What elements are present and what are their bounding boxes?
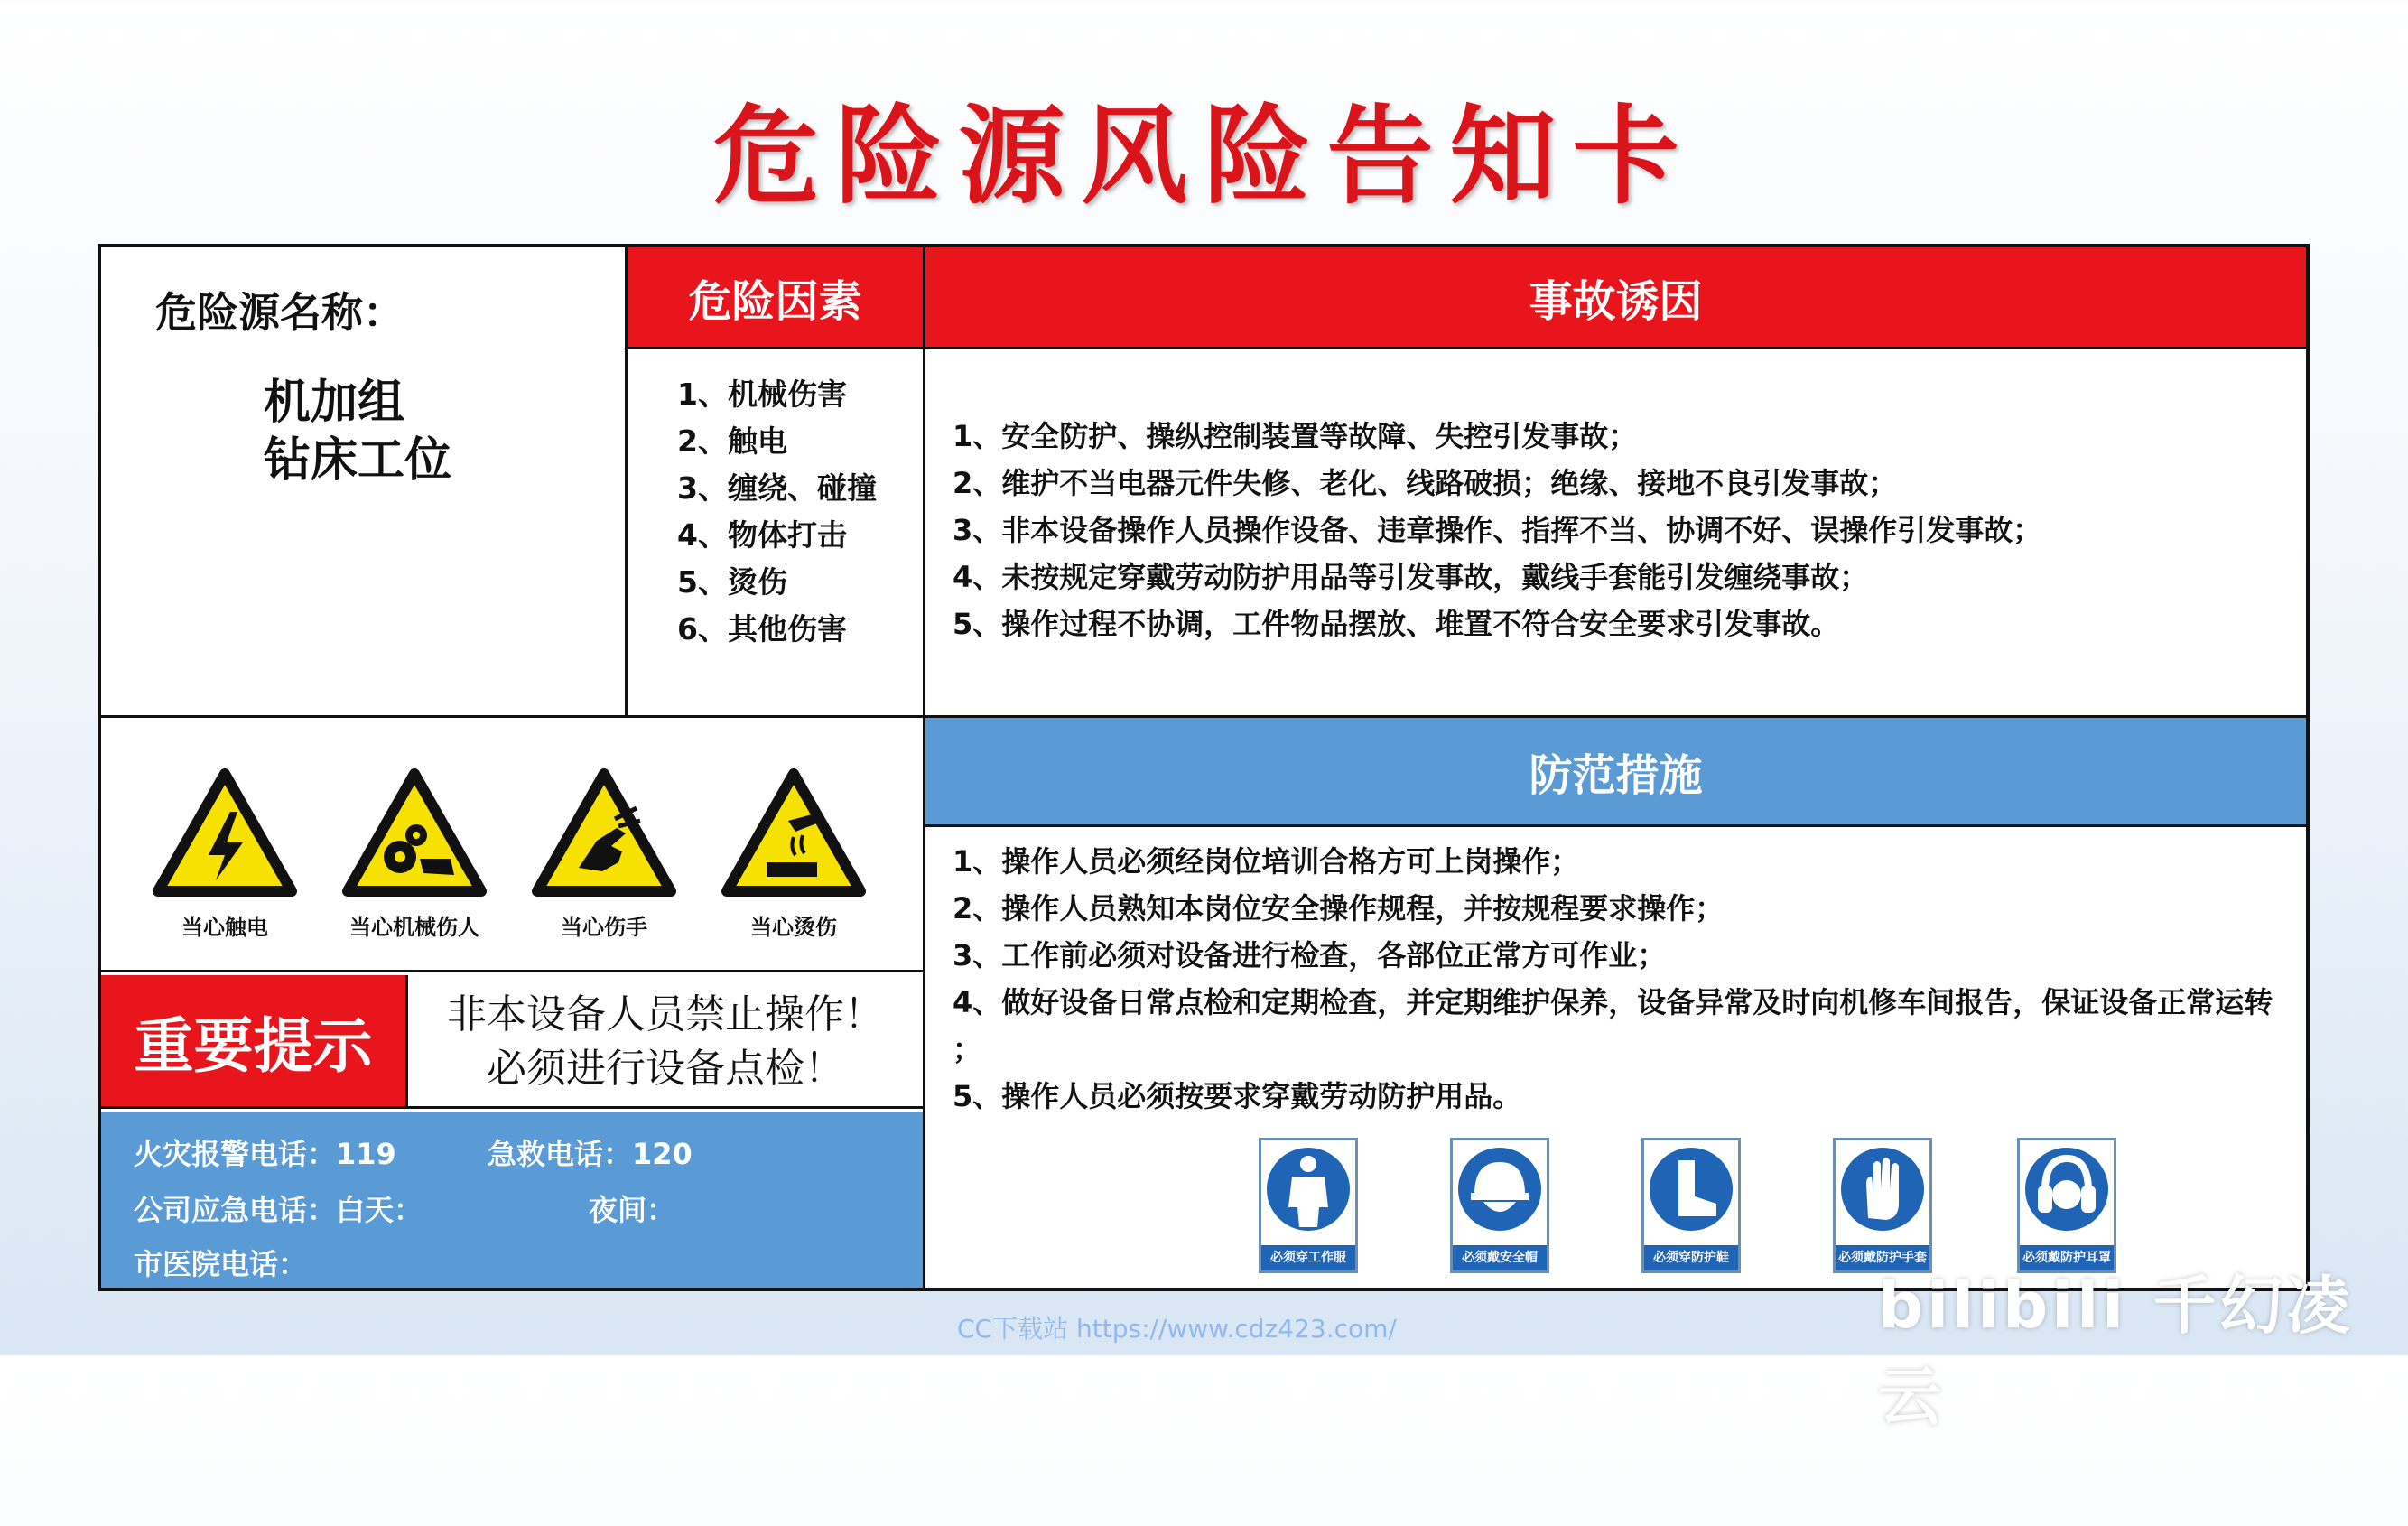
warning-signs-cell	[101, 718, 923, 972]
risk-card	[98, 244, 2310, 1291]
hospital-phone: 市医院电话：	[134, 1247, 308, 1281]
list-item: 2、触电	[677, 423, 787, 459]
warning-sign	[338, 768, 491, 941]
watermark: bilibili 千幻凌云	[1878, 1269, 2354, 1434]
list-item: 3、缠绕、碰撞	[677, 470, 877, 506]
list-item: 5、操作人员必须按要求穿戴劳动防护用品。	[953, 1079, 1522, 1113]
ppe-sign	[1641, 1138, 1741, 1273]
work-clothes-icon	[1261, 1140, 1355, 1240]
list-item: 3、工作前必须对设备进行检查，各部位正常方可作业；	[953, 938, 1667, 972]
accident-causes-cell	[923, 247, 2306, 715]
notice-text	[408, 975, 923, 1109]
protective-boots-icon	[1644, 1140, 1738, 1240]
page-title: 危险源风险告知卡	[712, 94, 1696, 219]
danger-factors-list	[628, 371, 923, 653]
ppe-sign	[1833, 1138, 1932, 1273]
machinery-injury-warning-icon	[342, 768, 487, 898]
ppe-sign	[2017, 1138, 2116, 1273]
warning-sign-caption: 当心烫伤	[750, 915, 837, 940]
warning-sign-caption: 当心伤手	[561, 915, 647, 940]
night-phone: 夜间：	[589, 1193, 676, 1227]
notice-label: 重要提示	[101, 975, 408, 1109]
list-item: 5、操作过程不协调，工件物品摆放、堆置不符合安全要求引发事故。	[953, 607, 1840, 641]
ambulance-phone: 急救电话：120	[488, 1137, 693, 1171]
notice-line1: 非本设备人员禁止操作！	[447, 991, 884, 1037]
measures-header: 防范措施	[925, 718, 2306, 827]
company-phone: 公司应急电话：白天：	[134, 1193, 423, 1227]
accident-causes-list	[925, 413, 2306, 647]
warning-sign-caption: 当心机械伤人	[349, 915, 479, 940]
list-item: 6、其他伤害	[677, 611, 847, 647]
ppe-caption: 必须戴安全帽	[1453, 1245, 1547, 1270]
measures-list	[925, 838, 2306, 1120]
list-item: 4、未按规定穿戴劳动防护用品等引发事故，戴线手套能引发缠绕事故；	[953, 560, 1869, 594]
footer-url: CC下载站 https://www.cdz423.com/	[957, 1314, 1397, 1344]
hand-injury-warning-icon	[532, 768, 676, 898]
ppe-caption: 必须戴防护耳罩	[2020, 1245, 2114, 1270]
list-item: 1、操作人员必须经岗位培训合格方可上岗操作；	[953, 844, 1580, 879]
emergency-contacts	[101, 1112, 923, 1288]
list-item: 5、烫伤	[677, 564, 787, 600]
ppe-sign	[1259, 1138, 1358, 1273]
ppe-caption: 必须穿防护鞋	[1644, 1245, 1738, 1270]
list-item: 4、物体打击	[677, 517, 847, 553]
danger-factors-header: 危险因素	[628, 247, 923, 349]
list-item: 2、维护不当电器元件失修、老化、线路破损；绝缘、接地不良引发事故；	[953, 466, 1898, 500]
safety-helmet-icon	[1453, 1140, 1547, 1240]
accident-causes-header: 事故诱因	[925, 247, 2306, 349]
notice-line2: 必须进行设备点检！	[487, 1046, 844, 1092]
hazard-source-value	[264, 374, 451, 489]
protective-gloves-icon	[1836, 1140, 1929, 1240]
hazard-source-value-line1: 机加组	[264, 376, 405, 430]
warning-sign	[148, 768, 302, 941]
warning-sign	[717, 768, 870, 941]
scald-warning-icon	[721, 768, 866, 898]
hazard-source-value-line2: 钻床工位	[264, 433, 452, 488]
ppe-caption: 必须穿工作服	[1261, 1245, 1355, 1270]
ppe-caption: 必须戴防护手套	[1836, 1245, 1929, 1270]
ppe-sign	[1450, 1138, 1549, 1273]
list-item: 1、安全防护、操纵控制装置等故障、失控引发事故；	[953, 419, 1638, 453]
warning-sign	[527, 768, 681, 941]
list-item: 4、做好设备日常点检和定期检查，并定期维护保养，设备异常及时向机修车间报告，保证设备正常运转 ；	[953, 985, 2273, 1066]
hazard-source-label: 危险源名称：	[155, 288, 404, 337]
danger-factors-cell	[625, 247, 923, 715]
warning-sign-caption: 当心触电	[181, 915, 268, 940]
fire-phone: 火灾报警电话：119	[134, 1137, 396, 1171]
hazard-source-cell	[101, 247, 625, 715]
ear-protection-icon	[2020, 1140, 2114, 1240]
list-item: 1、机械伤害	[677, 377, 847, 412]
list-item: 2、操作人员熟知本岗位安全操作规程，并按规程要求操作；	[953, 891, 1725, 926]
electric-shock-warning-icon	[153, 768, 297, 898]
list-item: 3、非本设备操作人员操作设备、违章操作、指挥不当、协调不好、误操作引发事故；	[953, 513, 2042, 547]
